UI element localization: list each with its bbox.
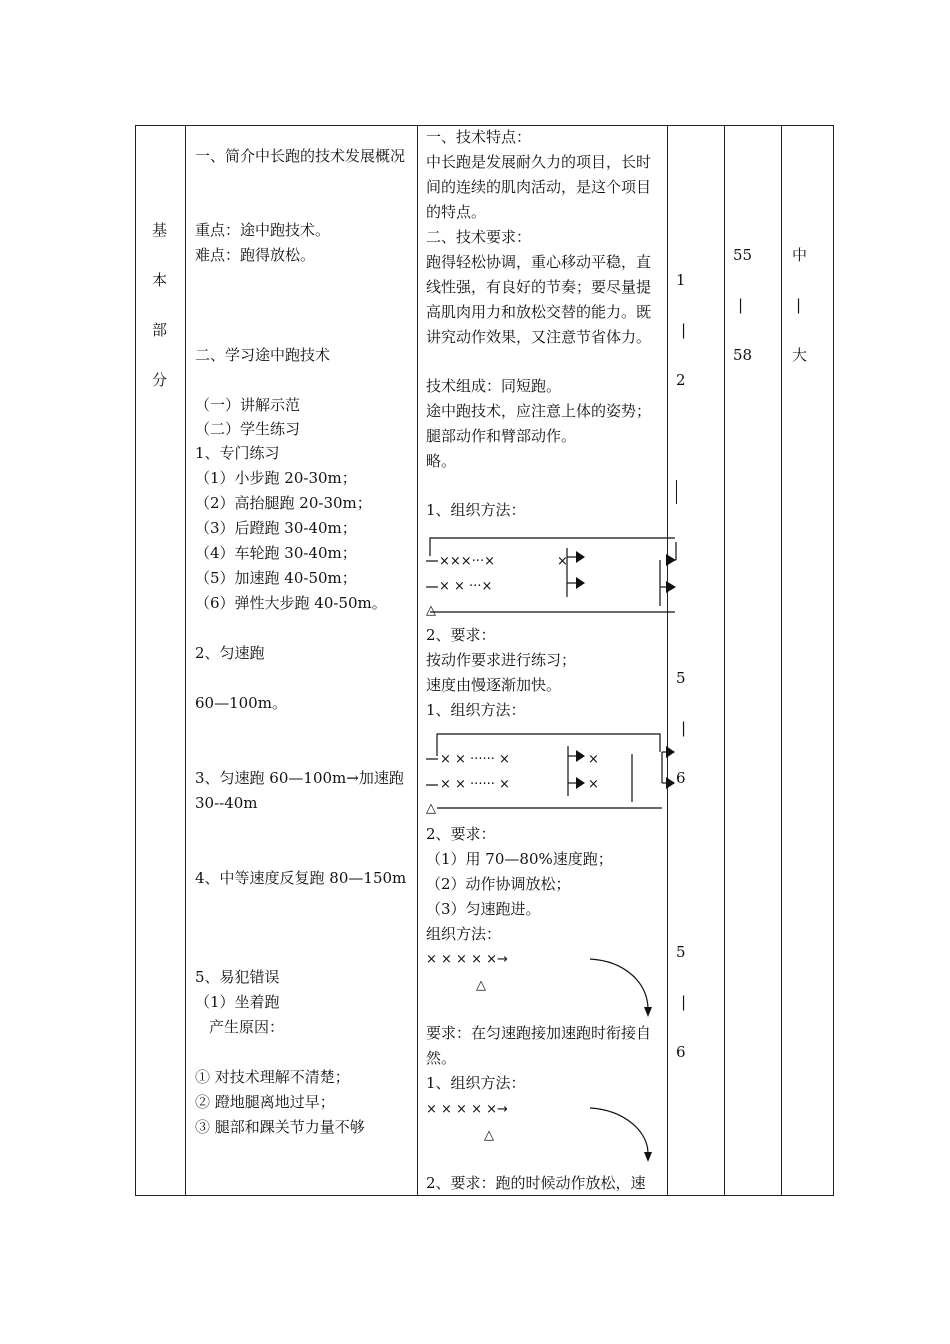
reps-value: 2: [676, 371, 686, 389]
intro-text: 一、简介中长跑的技术发展概况: [195, 147, 406, 165]
section-label-char: 部: [152, 321, 168, 339]
req3-title: 2、要求：: [426, 825, 496, 843]
tech-composition: 技术组成：同短跑。: [426, 377, 562, 395]
cross-mark: ×: [557, 554, 568, 569]
formation-diagram-1: [420, 530, 680, 620]
tech-text: 中长跑是发展耐久力的项目，长时间的连续的肌肉活动，是这个项目的特点。: [426, 153, 652, 221]
table-border-7: [833, 125, 834, 1196]
cause-title: 产生原因：: [209, 1018, 285, 1036]
drill-item: （6）弹性大步跑 40-50m。: [195, 594, 387, 612]
formation-diagram-2: [420, 728, 680, 818]
formation-row: × × × × ×→: [426, 952, 508, 967]
req3-item: （1）用 70—80%速度跑；: [426, 850, 613, 868]
section-label-char: 本: [152, 271, 168, 289]
accel-run: 3、匀速跑 60—100m→加速跑30--40m: [195, 769, 404, 812]
req3-item: （3）匀速跑进。: [426, 900, 541, 918]
req-title: 二、技术要求：: [426, 228, 532, 246]
reps-value: 5: [676, 669, 686, 687]
formation-row: × × × × ×→: [426, 1102, 508, 1117]
reps-value: 1: [676, 271, 686, 289]
omit-note: 略。: [426, 452, 457, 470]
org-title: 1、组织方法：: [426, 1074, 526, 1092]
req2-item: 速度由慢逐渐加快。: [426, 676, 562, 694]
teacher-triangle: △: [426, 603, 436, 618]
cross-mark: ×: [588, 777, 599, 792]
intensity-separator: |: [796, 296, 802, 314]
drill-item: （2）高抬腿跑 20-30m；: [195, 494, 372, 512]
heart-rate-value: 58: [733, 346, 753, 364]
errors-title: 5、易犯错误: [195, 968, 280, 986]
table-border-1: [135, 125, 136, 1196]
org-title: 组织方法：: [426, 925, 502, 943]
org-title: 1、组织方法：: [426, 701, 526, 719]
formation-row-1: × × ······ ×: [440, 752, 510, 767]
cross-mark: ×: [588, 752, 599, 767]
learn-title: 二、学习途中跑技术: [195, 346, 331, 364]
reps-value: 6: [676, 1043, 686, 1061]
mid-run-note: 途中跑技术，应注意上体的姿势；腿部动作和臂部动作。: [426, 402, 652, 445]
sub-explain: （一）讲解示范: [195, 396, 301, 414]
formation-row-2: × × ···×: [439, 579, 493, 594]
reps-bar: [676, 480, 677, 504]
teacher-triangle: △: [484, 1128, 494, 1143]
table-border-4: [667, 125, 668, 1196]
drills-title: 1、专门练习: [195, 444, 280, 462]
teacher-triangle: △: [476, 978, 486, 993]
req5-text: 2、要求：跑的时候动作放松，速: [426, 1174, 646, 1192]
table-border-3: [417, 125, 418, 1196]
reps-separator: |: [681, 993, 687, 1011]
cause-item: ② 蹬地腿离地过早；: [195, 1093, 335, 1111]
repeat-run: 4、中等速度反复跑 80—150m: [195, 869, 407, 887]
formation-row-1: ×××···×: [439, 554, 495, 569]
sub-practice: （二）学生练习: [195, 420, 301, 438]
req-text: 跑得轻松协调，重心移动平稳，直线性强，有良好的节奏；要尽量提高肌肉用力和放松交替的能力。既讲究动作效果，又注意节省体力。: [426, 253, 652, 346]
reps-separator: |: [681, 321, 687, 339]
heart-rate-separator: |: [738, 296, 744, 314]
req2-item: 按动作要求进行练习；: [426, 651, 577, 669]
uniform-distance: 60—100m。: [195, 694, 287, 712]
reps-value: 5: [676, 943, 686, 961]
difficulty-point: 难点：跑得放松。: [195, 246, 316, 264]
cause-item: ① 对技术理解不清楚；: [195, 1068, 350, 1086]
formation-diagram-4: [420, 1095, 660, 1175]
intensity-value: 大: [792, 346, 808, 364]
reps-separator: |: [681, 719, 687, 737]
req3-item: （2）动作协调放松；: [426, 875, 571, 893]
section-label-char: 基: [152, 221, 168, 239]
drill-item: （1）小步跑 20-30m；: [195, 469, 357, 487]
org-title: 1、组织方法：: [426, 501, 526, 519]
uniform-title: 2、匀速跑: [195, 644, 265, 662]
tech-title: 一、技术特点：: [426, 128, 532, 146]
section-label-char: 分: [152, 371, 168, 389]
error-item: （1）坐着跑: [195, 993, 280, 1011]
key-point: 重点：途中跑技术。: [195, 221, 331, 239]
table-border-2: [185, 125, 186, 1196]
drill-item: （3）后蹬跑 30-40m；: [195, 519, 357, 537]
heart-rate-value: 55: [733, 246, 753, 264]
formation-diagram-3: [420, 945, 660, 1025]
cause-item: ③ 腿部和踝关节力量不够: [195, 1118, 365, 1136]
req4-text: 要求：在匀速跑接加速跑时衔接自然。: [426, 1024, 652, 1067]
table-border-6: [781, 125, 782, 1196]
drill-item: （5）加速跑 40-50m；: [195, 569, 357, 587]
req2-title: 2、要求：: [426, 626, 496, 644]
formation-row-2: × × ······ ×: [440, 777, 510, 792]
table-border-5: [724, 125, 725, 1196]
intensity-value: 中: [792, 246, 808, 264]
reps-value: 6: [676, 769, 686, 787]
drill-item: （4）车轮跑 30-40m；: [195, 544, 357, 562]
teacher-triangle: △: [426, 801, 436, 816]
